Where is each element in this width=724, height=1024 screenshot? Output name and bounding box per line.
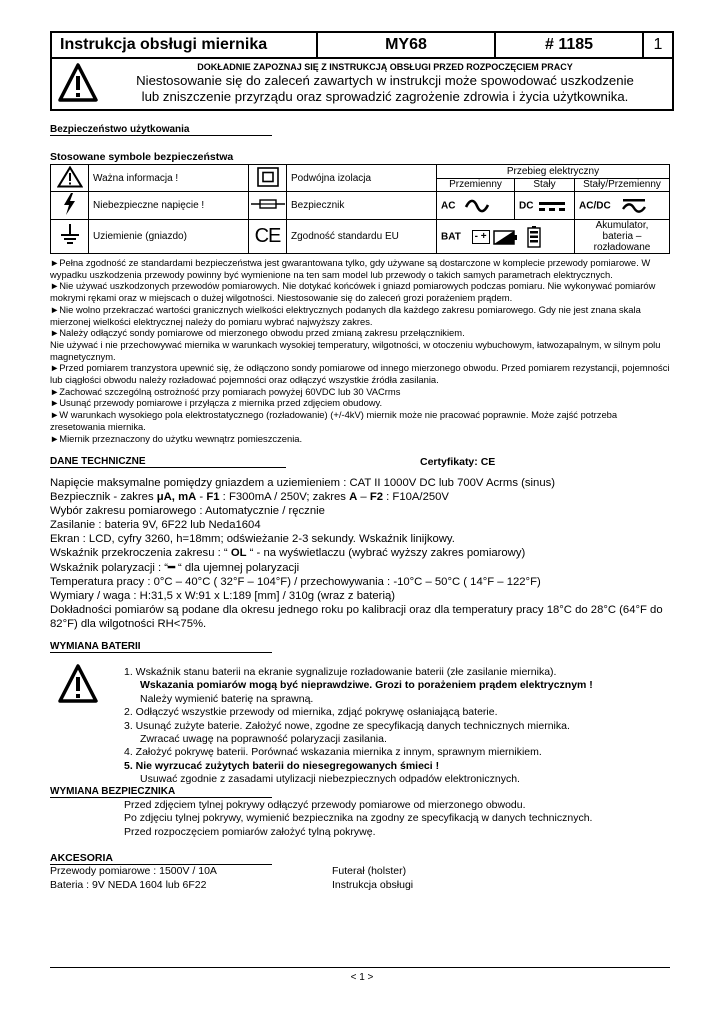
ac-label: AC: [441, 200, 456, 212]
tech-text: -: [196, 491, 207, 504]
acdc-cell: [575, 192, 670, 220]
symbol-important-cell: [51, 165, 89, 192]
tech-text: A: [349, 491, 358, 504]
warning-line-2: lub zniszczenie przyrządu oraz sprowadzić zagrożenie zdrowia i życia użytkownika.: [141, 89, 629, 104]
dc-icon: [538, 199, 566, 213]
battery-step-note: Zwracać uwagę na poprawność polaryzacji zasilania.: [140, 733, 387, 746]
safety-paragraph: ►Usunąć przewody pomiarowe i przyłącza z miernika przed zdjęciem obudowy.: [50, 397, 383, 409]
symbol-voltage-cell: [51, 192, 89, 220]
product-number: # 1185: [496, 33, 644, 57]
symbols-table: [50, 164, 670, 254]
battery-polarity-icon: - +: [472, 230, 490, 244]
battery-steps: [124, 666, 684, 787]
warning-icon: [58, 664, 98, 704]
tech-text: Wskaźnik polaryzacji : “: [50, 561, 169, 574]
ground-icon: [59, 223, 81, 247]
footer-divider: [50, 967, 670, 968]
tech-text: –: [357, 491, 370, 504]
tech-line-fuse: [50, 490, 674, 504]
tech-line: Wymiary / waga : H:31,5 x W:91 x L:189 [mm] / 310g (wraz z baterią): [50, 589, 395, 602]
warning-icon: [57, 166, 83, 188]
tech-text: “ - na wyświetlaczu (wybrać wyższy zakres pomiarowy): [246, 547, 526, 560]
tech-line: Dokładności pomiarów są podane dla okresu jednego roku po kalibracji oraz dla temperatury pracy 18°C do 28°C (64°F do 82°F) dla wilgotności RH<75%.: [50, 603, 663, 630]
ce-icon: CE: [254, 225, 281, 247]
minus-icon: ━: [168, 561, 175, 574]
bat-cell: [437, 220, 575, 254]
fuse-step: Przed rozpoczęciem pomiarów założyć tylną pokrywę.: [124, 825, 376, 838]
tech-line: Wybór zakresu pomiarowego : Automatycznie / ręcznie: [50, 505, 325, 518]
section-safety-title: Bezpieczeństwo użytkowania: [50, 124, 272, 136]
safety-paragraph: ►Zachować szczególną ostrożność przy pomiarach powyżej 60VDC lub 30 VACrms: [50, 385, 401, 397]
tech-text: Bezpiecznik - zakres: [50, 491, 157, 504]
tech-text: OL: [230, 547, 247, 560]
accessory-item: Futerał (holster): [332, 865, 407, 877]
battery-step: 4. Założyć pokrywę baterii. Porównać wskazania miernika z innym, sprawnym miernikiem.: [124, 746, 542, 759]
symbol-double-insulation-label: Podwójna izolacja: [287, 165, 437, 192]
symbol-ce-label: Zgodność standardu EU: [287, 220, 437, 254]
safety-paragraph: ►Nie wolno przekraczać wartości granicznych wielkości elektrycznych podanych dla każdego zakresu pomiarowego. Gdy nie jest znana skala mierzonej wielkości elektrycznej należy do pomiaru wybrać najwyższy zakres.: [50, 303, 641, 327]
battery-title: WYMIANA BATERII: [50, 641, 272, 653]
battery-step-warning: Wskazania pomiarów mogą być nieprawdziwe. Grozi to porażeniem prądem elektrycznym !: [140, 679, 593, 692]
warning-heading: DOKŁADNIE ZAPOZNAJ SIĘ Z INSTRUKCJĄ OBSŁUGI PRZED ROZPOCZĘCIEM PRACY: [197, 62, 573, 72]
model-number: MY68: [318, 33, 496, 57]
ac-cell: [437, 192, 515, 220]
double-insulation-icon: [256, 166, 280, 188]
safety-paragraph: ►Pełna zgodność ze standardami bezpieczeństwa jest gwarantowana tylko, gdy używane są dostarczone w komplecie przewody pomiarowe. W wypadku uszkodzenia przewody powinny być wymienione na ten sam model lub przewody o takich samych parametrach elektrycznych.: [50, 257, 651, 280]
doc-title: Instrukcja obsługi miernika: [52, 33, 318, 57]
warning-icon: [58, 63, 98, 103]
battery-step-warning: 5. Nie wyrzucać zużytych baterii do niesegregowanych śmieci !: [124, 759, 440, 772]
battery-step: 3. Usunąć zużyte baterie. Założyć nowe, zgodne ze specyfikacją danych technicznych miernika.: [124, 719, 570, 732]
fuse-icon: [251, 197, 285, 211]
tech-title: DANE TECHNICZNE: [50, 456, 286, 468]
tech-text: “ dla ujemnej polaryzacji: [174, 561, 300, 574]
warning-body: [100, 73, 670, 105]
symbol-important-label: Ważna informacja !: [89, 165, 249, 192]
tech-text: F1: [206, 491, 220, 504]
tech-text: F2: [369, 491, 384, 504]
symbol-fuse-label: Bezpiecznik: [287, 192, 437, 220]
symbol-ground-cell: [51, 220, 89, 254]
tech-text: Wskaźnik przekroczenia zakresu : “: [50, 547, 231, 560]
battery-desc: Akumulator, bateria – rozładowane: [575, 220, 670, 254]
tech-text: μA, mA: [156, 491, 197, 504]
tech-line: Zasilanie : bateria 9V, 6F22 lub Neda1604: [50, 519, 261, 532]
fuse-step: Przed zdjęciem tylnej pokrywy odłączyć przewody pomiarowe od mierzonego obwodu.: [124, 799, 526, 811]
tech-line: Napięcie maksymalne pomiędzy gniazdem a uziemieniem : CAT II 1000V DC lub 700V Acrms (sinus): [50, 477, 556, 489]
safety-paragraph: Nie używać i nie przechowywać miernika w warunkach wysokiej temperatury, wilgotności, w otoczeniu wybuchowym, łatwozapalnym, w silnym polu magnetycznym.: [50, 338, 661, 362]
dc-cell: [515, 192, 575, 220]
tech-line-overload: [50, 546, 674, 560]
battery-step: 1. Wskaźnik stanu baterii na ekranie sygnalizuje rozładowanie baterii (złe zasilanie miernika).: [124, 666, 557, 678]
waveform-alternating: Przemienny: [437, 178, 515, 192]
battery-vertical-icon: [527, 226, 541, 248]
bat-label: BAT: [441, 231, 461, 243]
symbol-ground-label: Uziemienie (gniazdo): [89, 220, 249, 254]
accessory-item: Przewody pomiarowe : 1500V / 10A: [50, 865, 217, 877]
waveform-header: Przebieg elektryczny: [437, 165, 670, 179]
page-number: 1: [653, 36, 663, 53]
fuse-step: Po zdjęciu tylnej pokrywy, wymienić bezpiecznika na zgodny ze specyfikacją w danych technicznych.: [124, 812, 593, 825]
cert-label: Certyfikaty: CE: [420, 456, 496, 468]
tech-text: : F300mA / 250V; zakres: [219, 491, 350, 504]
waveform-constant: Stały: [515, 178, 575, 192]
fuse-title: WYMIANA BEZPIECZNIKA: [50, 786, 272, 798]
waveform-const-alt: Stały/Przemienny: [575, 178, 670, 192]
battery-low-icon: [492, 228, 518, 246]
acdc-label: AC/DC: [579, 200, 611, 212]
safety-paragraphs: [50, 257, 674, 444]
tech-text: : F10A/250V: [383, 491, 449, 504]
safety-paragraph: ►W warunkach wysokiego pola elektrostatycznego (rozładowanie) (+/-4kV) miernik może nie pracować poprawnie. Może zajść potrzeba zresetowania miernika.: [50, 409, 618, 432]
section-symbols-title: Stosowane symbole bezpieczeństwa: [50, 151, 234, 163]
acdc-icon: [621, 198, 647, 214]
safety-paragraph: ►Należy odłączyć sondy pomiarowe od mierzonego obwodu przed zmianą zakresu przełącznikiem.: [50, 327, 465, 339]
tech-line: Ekran : LCD, cyfry 3260, h=18mm; odświeżanie 2-3 sekundy. Wskaźnik linijkowy.: [50, 533, 455, 546]
battery-step-note: Należy wymienić baterię na sprawną.: [140, 692, 314, 705]
ac-wave-icon: [464, 199, 490, 213]
battery-step-note: Usuwać zgodnie z zasadami utylizacji niebezpiecznych odpadów elektronicznych.: [140, 773, 520, 786]
accessories-title: AKCESORIA: [50, 852, 272, 865]
safety-paragraph: ►Nie używać uszkodzonych przewodów pomiarowych. Nie dotykać końcówek i gniazd pomiarowych podczas pomiaru. Nie wykonywać pomiarów mokrymi rękami oraz w miejscach o dużej wilgotności. Niestosowanie się do zaleceń grozi porażeniem prądem.: [50, 280, 656, 304]
safety-paragraph: ►Przed pomiarem tranzystora upewnić się, że odłączono sondy pomiarowe od innego mierzonego obwodu. Przed pomiarem rezystancji, pojemności lub ciągłości obwodu należy rozładować pojemności oraz odłączyć wszystkie źródła zasilania.: [50, 362, 670, 386]
warning-line-1: Niestosowanie się do zaleceń zawartych w instrukcji może spowodować uszkodzenie: [136, 73, 634, 88]
footer-page: < 1 >: [350, 972, 374, 983]
accessory-item: Instrukcja obsługi: [332, 879, 414, 891]
symbol-ce-cell: [249, 220, 287, 254]
battery-step: 2. Odłączyć wszystkie przewody od miernika, zdjąć pokrywę osłaniającą baterie.: [124, 706, 498, 719]
tech-line-polarity: [50, 561, 674, 575]
tech-data: [50, 476, 674, 631]
fuse-steps: [124, 799, 684, 839]
safety-paragraph: ►Miernik przeznaczony do użytku wewnątrz pomieszczenia.: [50, 432, 303, 444]
header-bar: [50, 31, 674, 59]
symbol-double-insulation-cell: [249, 165, 287, 192]
accessory-item: Bateria : 9V NEDA 1604 lub 6F22: [50, 879, 207, 891]
lightning-icon: [60, 192, 80, 216]
symbol-voltage-label: Niebezpieczne napięcie !: [89, 192, 249, 220]
symbol-fuse-cell: [249, 192, 287, 220]
tech-line: Temperatura pracy : 0°C – 40°C ( 32°F – 104°F) / przechowywania : -10°C – 50°C ( 14°F – 122°F): [50, 575, 541, 588]
dc-label: DC: [519, 200, 534, 212]
